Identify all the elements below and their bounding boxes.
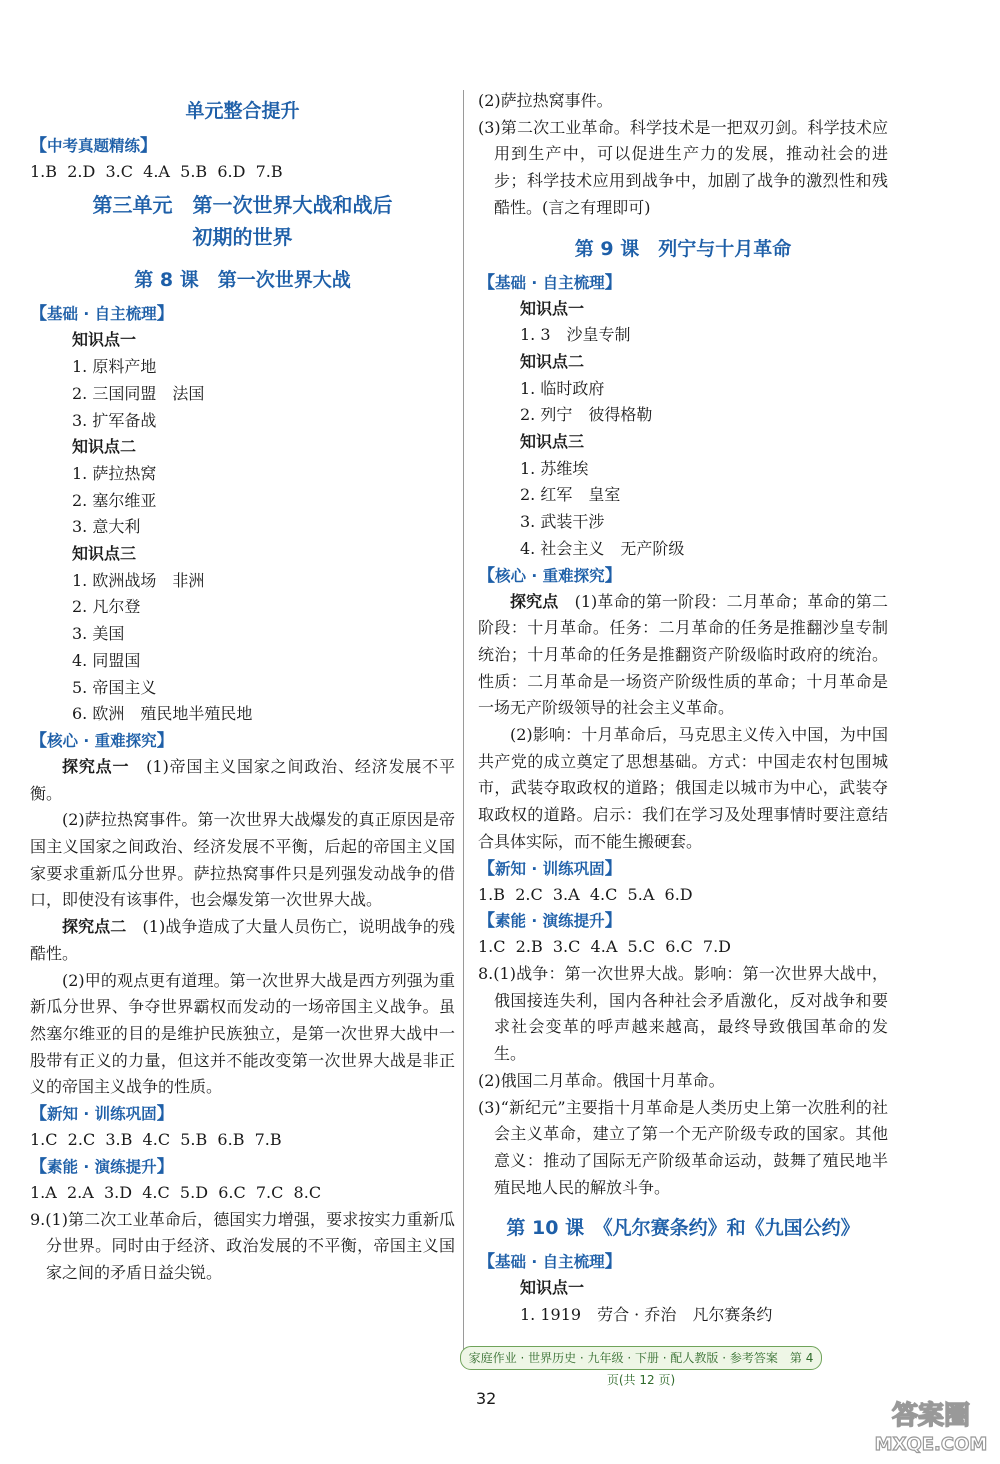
section-exam: 【 中考真题精练 】 (30, 135, 158, 156)
list-item: 4. 社会主义 无产阶级 (520, 538, 685, 558)
watermark-text: 答案圈 (891, 1401, 971, 1431)
exam-answers: 1.B 2.D 3.C 4.A 5.B 6.D 7.B (30, 161, 283, 181)
question-9-answer: 9.(1)第二次工业革命后，德国实力增强，要求按实力重新瓜分世界。同时由于经济、政治发展的不平衡，帝国主义国家之间的矛盾日益尖锐。 (30, 1209, 455, 1282)
explore-paragraph-2: (2)影响：十月革命后，马克思主义传入中国，为中国共产党的成立奠定了思想基础。方式：中国走农村包围城市，武装夺取政权的道路；俄国走以城市为中心，武装夺取政权的道路。启示：我们在学习及处理事情时要注意结合具体实际，而不能生搬硬套。 (478, 725, 888, 851)
list-item: 1. 萨拉热窝 (72, 463, 157, 483)
section-newknow: 【 新知 · 训练巩固 】 (30, 1104, 174, 1125)
list-item: 3. 意大利 (72, 517, 141, 537)
list-item: 3. 美国 (72, 624, 125, 644)
lesson10-title: 第 10 课 《凡尔赛条约》和《九国公约》 (506, 1217, 860, 1240)
list-item: 2. 红军 皇室 (520, 485, 621, 505)
list-item: 2. 凡尔登 (72, 597, 141, 617)
list-item: 1. 3 沙皇专制 (520, 325, 631, 345)
list-item: 2. 列宁 彼得格勒 (520, 405, 653, 425)
list-item: 1. 1919 劳合 · 乔治 凡尔赛条约 (520, 1305, 773, 1325)
list-item: 3. 武装干涉 (520, 512, 605, 532)
section-core: 【 核心 · 重难探究 】 (478, 565, 622, 586)
explore1-paragraph-2: (2)萨拉热窝事件。第一次世界大战爆发的真正原因是帝国主义国家之间政治、经济发展不平衡，后起的帝国主义国家要求重新瓜分世界。萨拉热窝事件只是列强发动战争的借口，即使没有该事件，也会爆发第一次世界大战。 (30, 810, 455, 910)
list-item: 2. 塞尔维亚 (72, 490, 157, 510)
section-basics: 【 基础 · 自主梳理 】 (478, 272, 622, 293)
explore2-paragraph-2: (2)甲的观点更有道理。第一次世界大战是西方列强为重新瓜分世界、争夺世界霸权而发动的一场帝国主义战争。虽然塞尔维亚的目的是维护民族独立，是第一次世界大战中一股带有正义的力量，但这并不能改变第一次世界大战是非正义的帝国主义战争的性质。 (30, 970, 455, 1097)
watermark-logo (870, 1392, 992, 1458)
explore-paragraph: 探究点 (1)革命的第一阶段：二月革命；革命的第二阶段：十月革命。任务：二月革命的任务是推翻沙皇专制统治；十月革命的任务是推翻资产阶级临时政府的统治。性质：二月革命是一场资产阶级性质的革命；十月革命是一场无产阶级领导的社会主义革命。 (478, 591, 888, 718)
unit-review-title: 单元整合提升 (185, 100, 300, 122)
question-8-part1: 8.(1)战争：第一次世界大战。影响：第一次世界大战中，俄国接连失利，国内各种社会矛盾激化，反对战争和要求社会变革的呼声越来越高，最终导致俄国革命的发生。 (478, 963, 888, 1064)
section-ability: 【 素能 · 演练提升 】 (30, 1156, 174, 1177)
lesson8-title: 第 8 课 第一次世界大战 (134, 269, 351, 292)
section-basics: 【 基础 · 自主梳理 】 (30, 304, 174, 325)
question-8-part3: (3)“新纪元”主要指十月革命是人类历史上第一次胜利的社会主义革命，建立了第一个无产阶级专政的国家。其他意义：推动了国际无产阶级革命运动，鼓舞了殖民地半殖民地人民的解放斗争。 (478, 1097, 888, 1197)
page-number: 32 (476, 1389, 497, 1408)
section-core: 【 核心 · 重难探究 】 (30, 730, 174, 751)
knowledge-point-label: 知识点三 (520, 432, 585, 452)
knowledge-point-label: 知识点一 (72, 330, 137, 350)
section-basics-2: 【 基础 · 自主梳理 】 (478, 1252, 622, 1273)
ability-answers: 1.A 2.A 3.D 4.C 5.D 6.C 7.C 8.C (30, 1182, 322, 1202)
knowledge-point-label: 知识点三 (72, 544, 137, 564)
right-column (478, 88, 888, 1329)
knowledge-point-label: 知识点二 (520, 351, 585, 371)
knowledge-point-label: 知识点一 (520, 298, 585, 318)
newknow-answers: 1.C 2.C 3.B 4.C 5.B 6.B 7.B (30, 1130, 282, 1150)
unit3-title: 第三单元 第一次世界大战和战后 初期的世界 (92, 193, 393, 250)
list-item: 4. 同盟国 (72, 650, 141, 670)
list-item: 2. 三国同盟 法国 (72, 383, 205, 403)
list-item: 1. 苏维埃 (520, 458, 589, 478)
footer-banner: 家庭作业 · 世界历史 · 九年级 · 下册 · 配人教版 · 参考答案 第 4 页(共 12 页) (460, 1346, 822, 1370)
left-column (30, 88, 455, 1287)
question-9-part3: (3)第二次工业革命。科学技术是一把双刃剑。科学技术应用到生产中，可以促进生产力的发展，推动社会的进步；科学技术应用到战争中，加剧了战争的激烈性和残酷性。(言之有理即可) (478, 117, 888, 217)
newknow-answers: 1.B 2.C 3.A 4.C 5.A 6.D (478, 884, 693, 904)
list-item: 1. 临时政府 (520, 378, 605, 398)
column-divider (463, 90, 464, 1360)
list-item: 6. 欧洲 殖民地半殖民地 (72, 704, 253, 724)
list-item: 1. 原料产地 (72, 357, 157, 377)
section-ability: 【 素能 · 演练提升 】 (478, 911, 622, 932)
ability-answers: 1.C 2.B 3.C 4.A 5.C 6.C 7.D (478, 937, 731, 957)
question-8-part2: (2)俄国二月革命。俄国十月革命。 (478, 1070, 725, 1090)
list-item: 1. 欧洲战场 非洲 (72, 570, 205, 590)
question-9-part2: (2)萨拉热窝事件。 (478, 91, 613, 110)
explore1-paragraph: 探究点一 (1)帝国主义国家之间政治、经济发展不平衡。 (30, 756, 455, 803)
section-newknow: 【 新知 · 训练巩固 】 (478, 858, 622, 879)
list-item: 5. 帝国主义 (72, 677, 157, 697)
lesson9-title: 第 9 课 列宁与十月革命 (574, 237, 792, 260)
explore2-paragraph: 探究点二 (1)战争造成了大量人员伤亡，说明战争的残酷性。 (30, 917, 455, 963)
knowledge-point-label: 知识点一 (520, 1278, 585, 1298)
knowledge-point-label: 知识点二 (72, 437, 137, 457)
list-item: 3. 扩军备战 (72, 410, 157, 430)
watermark-url: MXQE.COM (874, 1434, 988, 1455)
